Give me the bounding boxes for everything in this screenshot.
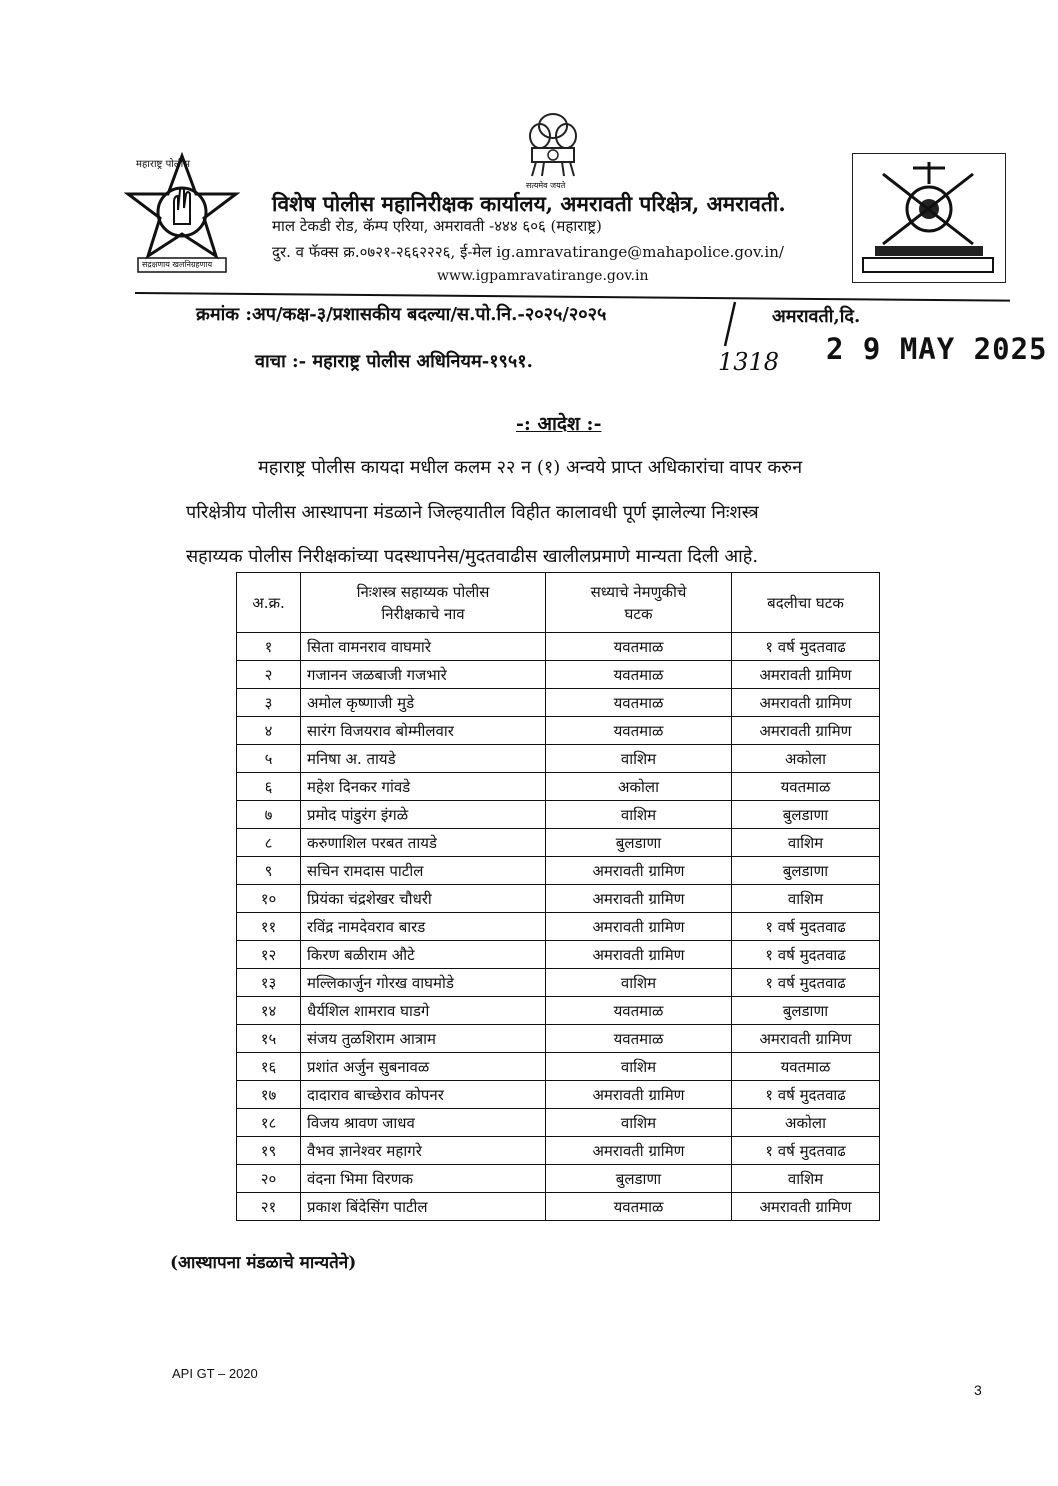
cell-transfer-unit: अकोला <box>732 745 880 773</box>
table-row <box>237 633 880 661</box>
cell-name: करुणाशिल परबत तायडे <box>301 829 546 857</box>
office-website: www.igpamravatirange.gov.in <box>437 268 649 284</box>
page-number: 3 <box>974 1382 982 1398</box>
cell-transfer-unit: अमरावती ग्रामिण <box>732 1193 880 1221</box>
cell-sr: ४ <box>237 717 301 745</box>
cell-name: वैभव ज्ञानेश्वर महागरे <box>301 1137 546 1165</box>
cell-sr: ७ <box>237 801 301 829</box>
cell-sr: २१ <box>237 1193 301 1221</box>
cell-current-unit: वाशिम <box>546 1053 732 1081</box>
cell-transfer-unit: वाशिम <box>732 1165 880 1193</box>
date-stamp: 2 9 MAY 2025 <box>826 332 1048 366</box>
cell-name: विजय श्रावण जाधव <box>301 1109 546 1137</box>
cell-sr: १४ <box>237 997 301 1025</box>
reference-number: क्रमांक :अप/कक्ष-३/प्रशासकीय बदल्या/स.पो.नि.-२०२५/२०२५ <box>196 304 607 325</box>
table-row <box>237 773 880 801</box>
table-row <box>237 1109 880 1137</box>
cell-transfer-unit: बुलडाणा <box>732 997 880 1025</box>
cell-sr: ५ <box>237 745 301 773</box>
cell-current-unit: यवतमाळ <box>546 997 732 1025</box>
cell-transfer-unit: अमरावती ग्रामिण <box>732 717 880 745</box>
range-emblem <box>852 153 1006 283</box>
cell-name: प्रियंका चंद्रशेखर चौधरी <box>301 885 546 913</box>
cell-sr: ६ <box>237 773 301 801</box>
cell-sr: १२ <box>237 941 301 969</box>
cell-transfer-unit: अमरावती ग्रामिण <box>732 1025 880 1053</box>
cell-transfer-unit: १ वर्ष मुदतवाढ <box>732 969 880 997</box>
cell-current-unit: यवतमाळ <box>546 633 732 661</box>
table-row <box>237 857 880 885</box>
cell-name: मल्लिकार्जुन गोरख वाघमोडे <box>301 969 546 997</box>
office-address: माल टेकडी रोड, कॅम्प एरिया, अमरावती -४४४ ६०६ (महाराष्ट्र) <box>272 217 602 235</box>
cell-current-unit: अमरावती ग्रामिण <box>546 885 732 913</box>
cell-current-unit: यवतमाळ <box>546 1025 732 1053</box>
cell-transfer-unit: १ वर्ष मुदतवाढ <box>732 633 880 661</box>
cell-name: दादाराव बाच्छेराव कोपनर <box>301 1081 546 1109</box>
cell-current-unit: बुलडाणा <box>546 829 732 857</box>
cell-name: सिता वामनराव वाघमारे <box>301 633 546 661</box>
cell-transfer-unit: वाशिम <box>732 829 880 857</box>
cell-sr: १३ <box>237 969 301 997</box>
cell-sr: ९ <box>237 857 301 885</box>
table-row <box>237 1025 880 1053</box>
header-name <box>301 573 546 633</box>
cell-transfer-unit: १ वर्ष मुदतवाढ <box>732 1081 880 1109</box>
cell-name: सचिन रामदास पाटील <box>301 857 546 885</box>
cell-transfer-unit: वाशिम <box>732 885 880 913</box>
cell-sr: ११ <box>237 913 301 941</box>
table-row <box>237 1193 880 1221</box>
cell-current-unit: अमरावती ग्रामिण <box>546 857 732 885</box>
cell-transfer-unit: अमरावती ग्रामिण <box>732 689 880 717</box>
cell-sr: १५ <box>237 1025 301 1053</box>
cell-current-unit: अमरावती ग्रामिण <box>546 1137 732 1165</box>
cell-current-unit: वाशिम <box>546 801 732 829</box>
cell-sr: १९ <box>237 1137 301 1165</box>
cell-current-unit: अमरावती ग्रामिण <box>546 913 732 941</box>
cell-transfer-unit: अमरावती ग्रामिण <box>732 661 880 689</box>
cell-name: सारंग विजयराव बोम्मीलवार <box>301 717 546 745</box>
cell-sr: १८ <box>237 1109 301 1137</box>
place-date-label: अमरावती,दि. <box>772 306 861 327</box>
office-contact: दुर. व फॅक्स क्र.०७२१-२६६२२२६, ई-मेल ig.amravatirange@mahapolice.gov.in/ <box>272 243 784 261</box>
order-title: -: आदेश :- <box>516 413 602 435</box>
header-name-line1: निःशस्त्र सहाय्यक पोलीस <box>356 582 490 601</box>
cell-current-unit: वाशिम <box>546 969 732 997</box>
cell-name: रविंद्र नामदेवराव बारड <box>301 913 546 941</box>
cell-transfer-unit: यवतमाळ <box>732 773 880 801</box>
cell-transfer-unit: १ वर्ष मुदतवाढ <box>732 1137 880 1165</box>
table-row <box>237 1137 880 1165</box>
table-row <box>237 745 880 773</box>
table-row <box>237 1053 880 1081</box>
table-row <box>237 1081 880 1109</box>
order-paragraph-line3: सहाय्यक पोलीस निरीक्षकांच्या पदस्थापनेस/मुदतवाढीस खालीलप्रमाणे मान्यता दिली आहे. <box>186 546 759 567</box>
read-reference: वाचा :- महाराष्ट्र पोलीस अधिनियम-१९५१. <box>255 351 533 372</box>
table-row <box>237 689 880 717</box>
table-row <box>237 969 880 997</box>
header-rule <box>135 292 1010 302</box>
cell-current-unit: अमरावती ग्रामिण <box>546 1081 732 1109</box>
seal-bottom-text: सद्रक्षणाय खलनिग्रहणाय <box>142 260 213 269</box>
weapons-crest-icon <box>853 154 1003 280</box>
cell-current-unit: यवतमाळ <box>546 1193 732 1221</box>
emblem-caption: सत्यमेव जयते <box>526 181 566 190</box>
cell-name: गजानन जळबाजी गजभारे <box>301 661 546 689</box>
cell-current-unit: बुलडाणा <box>546 1165 732 1193</box>
inward-number: 1318 <box>718 348 780 376</box>
cell-name: धैर्यशिल शामराव घाडगे <box>301 997 546 1025</box>
cell-current-unit: यवतमाळ <box>546 689 732 717</box>
cell-current-unit: यवतमाळ <box>546 661 732 689</box>
table-row <box>237 717 880 745</box>
cell-name: अमोल कृष्णाजी मुडे <box>301 689 546 717</box>
cell-name: महेश दिनकर गांवडे <box>301 773 546 801</box>
table-header-row <box>237 573 880 633</box>
cell-current-unit: अमरावती ग्रामिण <box>546 941 732 969</box>
header-current-line2: घटक <box>624 604 653 623</box>
cell-sr: १६ <box>237 1053 301 1081</box>
table-row <box>237 661 880 689</box>
cell-name: प्रकाश बिंदेसिंग पाटील <box>301 1193 546 1221</box>
cell-transfer-unit: यवतमाळ <box>732 1053 880 1081</box>
slash-mark <box>722 300 738 348</box>
header-current-line1: सध्याचे नेमणुकीचे <box>590 582 687 601</box>
cell-transfer-unit: बुलडाणा <box>732 801 880 829</box>
table-row <box>237 1165 880 1193</box>
header-transfer-unit: बदलीचा घटक <box>732 573 880 633</box>
cell-current-unit: वाशिम <box>546 745 732 773</box>
table-row <box>237 913 880 941</box>
cell-sr: १० <box>237 885 301 913</box>
cell-sr: २० <box>237 1165 301 1193</box>
cell-name: प्रशांत अर्जुन सुबनावळ <box>301 1053 546 1081</box>
table-row <box>237 941 880 969</box>
order-paragraph-line1: महाराष्ट्र पोलीस कायदा मधील कलम २२ न (१) अन्वये प्राप्त अधिकारांचा वापर करुन <box>258 457 803 478</box>
cell-name: किरण बळीराम औटे <box>301 941 546 969</box>
cell-name: मनिषा अ. तायडे <box>301 745 546 773</box>
cell-sr: ८ <box>237 829 301 857</box>
cell-transfer-unit: बुलडाणा <box>732 857 880 885</box>
cell-name: संजय तुळशिराम आत्राम <box>301 1025 546 1053</box>
transfer-table <box>236 572 880 1221</box>
cell-name: प्रमोद पांडुरंग इंगळे <box>301 801 546 829</box>
cell-sr: २ <box>237 661 301 689</box>
header-sr: अ.क्र. <box>237 573 301 633</box>
approval-note: (आस्थापना मंडळाचे मान्यतेने) <box>170 1253 357 1273</box>
national-emblem <box>518 108 588 188</box>
cell-sr: १ <box>237 633 301 661</box>
lion-capital-icon <box>518 108 588 180</box>
document-code: API GT – 2020 <box>172 1366 258 1381</box>
table-row <box>237 829 880 857</box>
cell-current-unit: वाशिम <box>546 1109 732 1137</box>
cell-transfer-unit: अकोला <box>732 1109 880 1137</box>
cell-sr: ३ <box>237 689 301 717</box>
header-name-line2: निरीक्षकाचे नाव <box>381 604 465 623</box>
police-star-seal <box>124 150 240 278</box>
cell-transfer-unit: १ वर्ष मुदतवाढ <box>732 941 880 969</box>
order-paragraph-line2: परिक्षेत्रीय पोलीस आस्थापना मंडळाने जिल्हयातील विहीत कालावधी पूर्ण झालेल्या निःशस्त्र <box>186 502 759 523</box>
table-row <box>237 801 880 829</box>
cell-sr: १७ <box>237 1081 301 1109</box>
office-name: विशेष पोलीस महानिरीक्षक कार्यालय, अमरावती परिक्षेत्र, अमरावती. <box>272 191 786 216</box>
seal-top-text: महाराष्ट्र पोलीस <box>136 159 190 170</box>
table-row <box>237 997 880 1025</box>
cell-transfer-unit: १ वर्ष मुदतवाढ <box>732 913 880 941</box>
cell-current-unit: अकोला <box>546 773 732 801</box>
table-row <box>237 885 880 913</box>
header-current-unit <box>546 573 732 633</box>
cell-name: वंदना भिमा विरणक <box>301 1165 546 1193</box>
cell-current-unit: यवतमाळ <box>546 717 732 745</box>
